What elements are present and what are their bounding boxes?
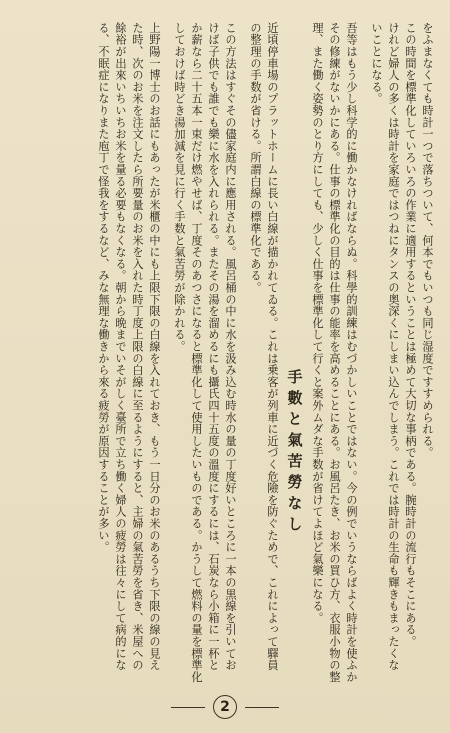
vertical-text-body bbox=[8, 22, 436, 694]
text-column: けば子供でも誰でも樂に水を入れられる。またその湯を溜めるにも攝氏四十五度の溫度にするには、石炭なら小箱に一杯と bbox=[207, 22, 220, 671]
text-column: 近頃停車場のプラットホームに長い白線が描かれてゐる。これは乗客が列車に近づく危險を防ぐためで、これによって驛員 bbox=[266, 22, 279, 671]
text-column: か薪なら二十五本一束だけ燃やせば、丁度そのあつさになると標準化して使用したいものである。かうして燃料の量を標準化 bbox=[190, 22, 203, 683]
text-column: 吾等はもう少し科学的に働かなければならぬ。科學的訓練はむづかしいことではない。今の例でいうならばよく時計を使ふか bbox=[345, 22, 358, 683]
text-column: この時間を標準化していろいろの作業に適用するということは極めて大切な事柄である。腕時計の流行もそこにある。 bbox=[404, 22, 417, 648]
footer-rule-right bbox=[245, 707, 279, 708]
text-column: その修練がないかにある。仕事の標準化の目的は仕事の能率を高めることにある。お風呂たき、お米の買ひ方、衣服小物の整 bbox=[328, 22, 341, 683]
footer-rule-left bbox=[171, 707, 205, 708]
text-column: しておけば時どき湯加減を見に行く手数と氣苦勞が除かれる。 bbox=[173, 22, 186, 353]
text-column: 上野陽一博士のお話にもあったが米櫃の中にも上限下限の白線を入れておき、もう一日分のお米のあるうち下限の線の見え bbox=[148, 22, 161, 671]
section-heading: 手數と氣苦勞なし bbox=[285, 369, 304, 537]
text-column: をふまなくても時計一つで落ちついて、何本でもいつも同じ湿度ですすめられる。 bbox=[421, 22, 434, 459]
text-column: いことになる。 bbox=[370, 22, 383, 105]
text-column: 理、また働く姿勢のとり方にしても、少しく仕事を標準化して行くと案外ムダな手数が省けてよほど氣樂になる。 bbox=[311, 22, 324, 624]
text-column: この方法はすぐその儘家庭内に應用される。風呂桶の中に水を汲み込む時水の量の丁度好いところに一本の黒線を引いてお bbox=[224, 22, 237, 671]
text-column: 餘裕が出來いちいちお米を量る必要もなくなる。朝から晩までいそがしく臺所で立ち働く婦人の疲勞は往々にして病的にな bbox=[114, 22, 127, 671]
text-column: の整理の手数が省ける。所謂白線の標準化である。 bbox=[249, 22, 262, 294]
text-column: た時、次のお米を注文したら所要量のお米を入れた時丁度上限の白線に至るようにすると、主婦の氣苦勞を省き、米屋への bbox=[131, 22, 144, 671]
text-column: る、不眠症になりまた庖丁で怪我をするなど、みな無理な働きから來る疲勞が原因することが多い。 bbox=[97, 22, 110, 553]
text-column: けれど婦人の多くは時計を家庭ではつねにタンスの奥深くにしまい込んでしまう。これでは時計の生命も輝きもまったくな bbox=[387, 22, 400, 671]
page-number: 2 bbox=[213, 695, 237, 719]
page-footer bbox=[0, 695, 450, 719]
